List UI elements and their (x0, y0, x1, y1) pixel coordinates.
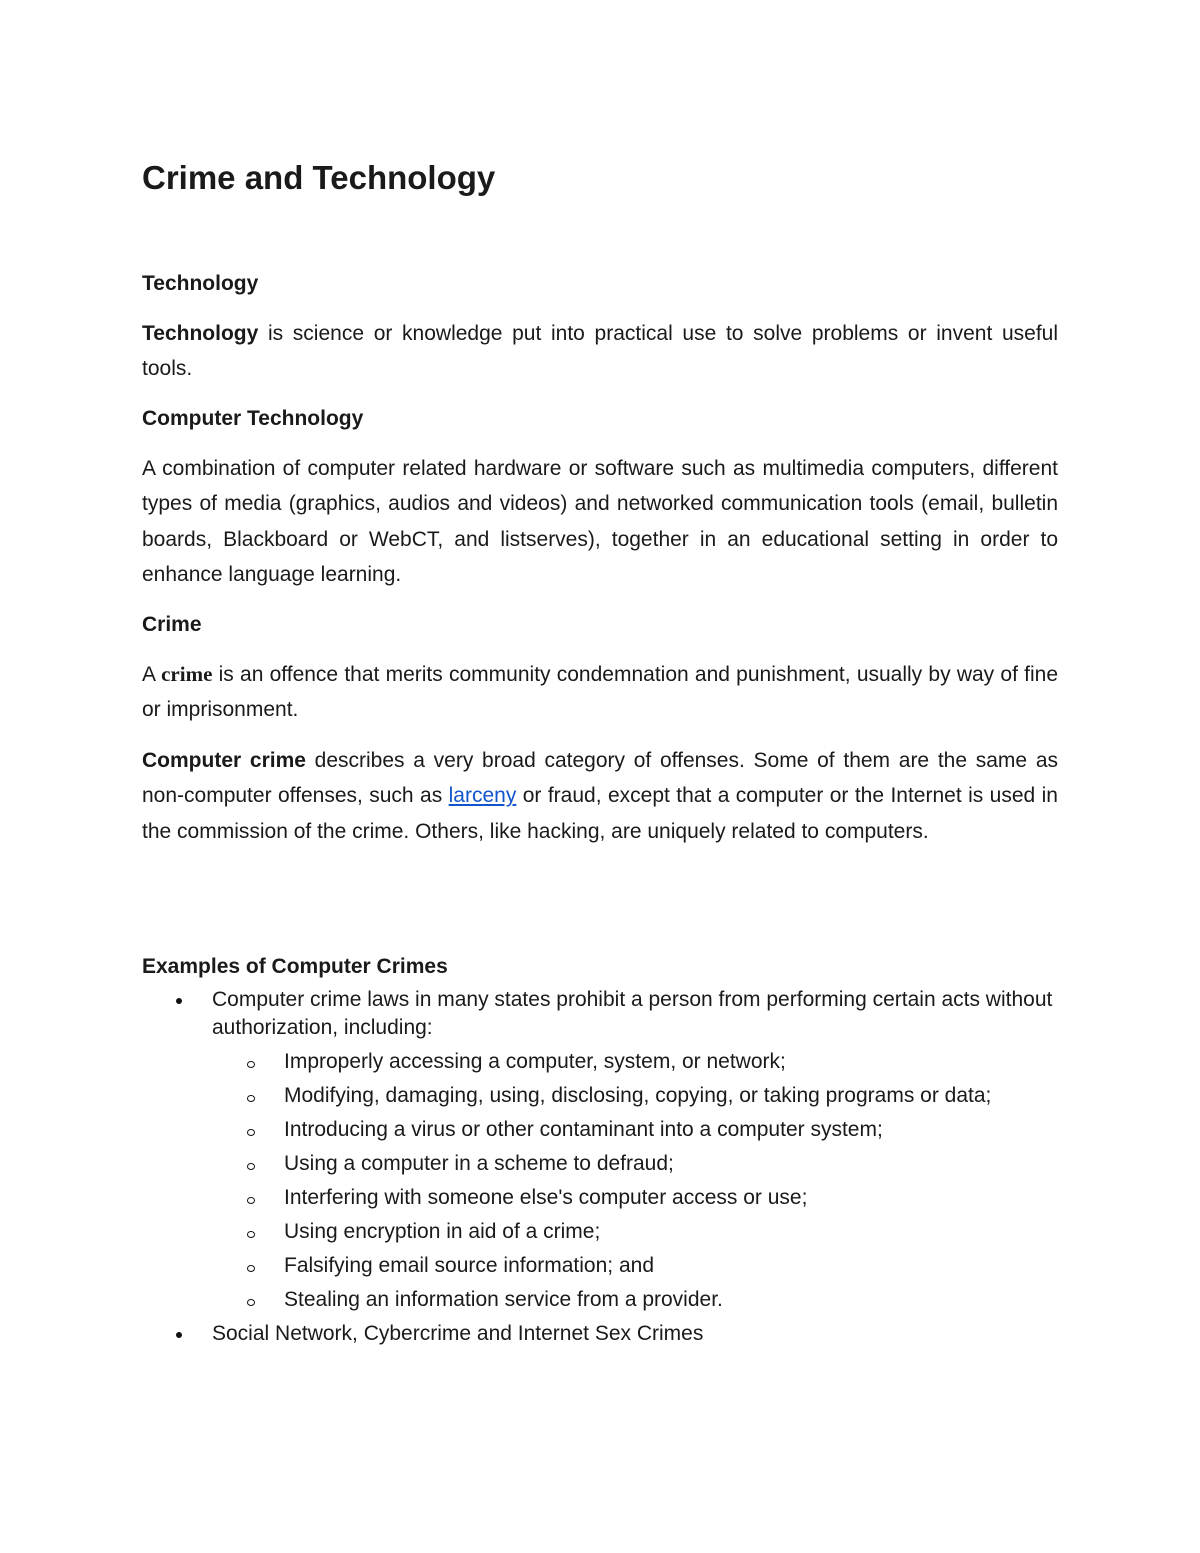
sub-list-item (212, 1218, 1058, 1246)
sub-list-item-text: Using a computer in a scheme to defraud; (284, 1152, 674, 1175)
larceny-link[interactable]: larceny (448, 784, 517, 808)
examples-list (142, 986, 1058, 1348)
sub-list-item (212, 1048, 1058, 1076)
circle-bullet-icon (247, 1299, 255, 1306)
sub-list-item-text: Interfering with someone else's computer access or use; (284, 1186, 808, 1209)
computer-crime-text-1: describes a very broad category of offenses. Some of them are the same as non-computer offenses, such as (142, 749, 1058, 808)
list-item-text: Computer crime laws in many states prohibit a person from performing certain acts without authorization, including: (212, 988, 1053, 1039)
document-title: Crime and Technology (142, 159, 496, 196)
computer-crime-term: Computer crime (142, 749, 306, 772)
technology-term: Technology (142, 322, 259, 345)
technology-paragraph (142, 316, 1058, 387)
technology-definition: is science or knowledge put into practical use to solve problems or invent useful tools. (142, 322, 1058, 381)
crime-definition: is an offence that merits community condemnation and punishment, usually by way of fine or imprisonment. (142, 663, 1059, 722)
circle-bullet-icon (247, 1061, 255, 1068)
computer-crime-text-2: or fraud, except that a computer or the Internet is used in the commission of the crime. Others, like hacking, are uniquely related to computers. (142, 784, 1058, 843)
sub-list-item (212, 1150, 1058, 1178)
circle-bullet-icon (247, 1163, 255, 1170)
list-item-text: Social Network, Cybercrime and Internet Sex Crimes (212, 1322, 704, 1345)
circle-bullet-icon (247, 1265, 255, 1272)
technology-heading: Technology (142, 272, 259, 295)
sub-list-item (212, 1116, 1058, 1144)
crime-prefix: A (142, 663, 162, 686)
sub-list-item (212, 1184, 1058, 1212)
bullet-icon (176, 1332, 182, 1338)
crime-term: crime (161, 662, 213, 686)
sub-list-item (212, 1082, 1058, 1110)
sub-list-item (212, 1252, 1058, 1280)
crime-heading: Crime (142, 613, 202, 636)
sub-list-item (212, 1286, 1058, 1314)
examples-heading: Examples of Computer Crimes (142, 955, 448, 978)
sub-list-item-text: Introducing a virus or other contaminant into a computer system; (284, 1118, 883, 1141)
circle-bullet-icon (247, 1095, 255, 1102)
computer-technology-heading: Computer Technology (142, 407, 364, 430)
bullet-icon (176, 998, 182, 1004)
sub-list-item-text: Using encryption in aid of a crime; (284, 1220, 601, 1243)
crime-paragraph (142, 657, 1058, 728)
circle-bullet-icon (247, 1231, 255, 1238)
list-item (142, 1320, 1058, 1348)
sub-list-item-text: Falsifying email source information; and (284, 1254, 655, 1277)
list-item (142, 986, 1058, 1314)
sub-list-item-text: Stealing an information service from a provider. (284, 1288, 723, 1311)
computer-crime-paragraph (142, 743, 1058, 849)
computer-technology-paragraph: A combination of computer related hardware or software such as multimedia computers, different types of media (graphics, audios and videos) and networked communication tools (email, bulletin boards, Blackboard or WebCT, and listserves), together in an educational setting in order to enhance language learning. (142, 457, 1058, 586)
circle-bullet-icon (247, 1129, 255, 1136)
sub-list-item-text: Improperly accessing a computer, system, or network; (284, 1050, 786, 1073)
circle-bullet-icon (247, 1197, 255, 1204)
sub-list (212, 1048, 1058, 1314)
sub-list-item-text: Modifying, damaging, using, disclosing, copying, or taking programs or data; (284, 1084, 992, 1107)
